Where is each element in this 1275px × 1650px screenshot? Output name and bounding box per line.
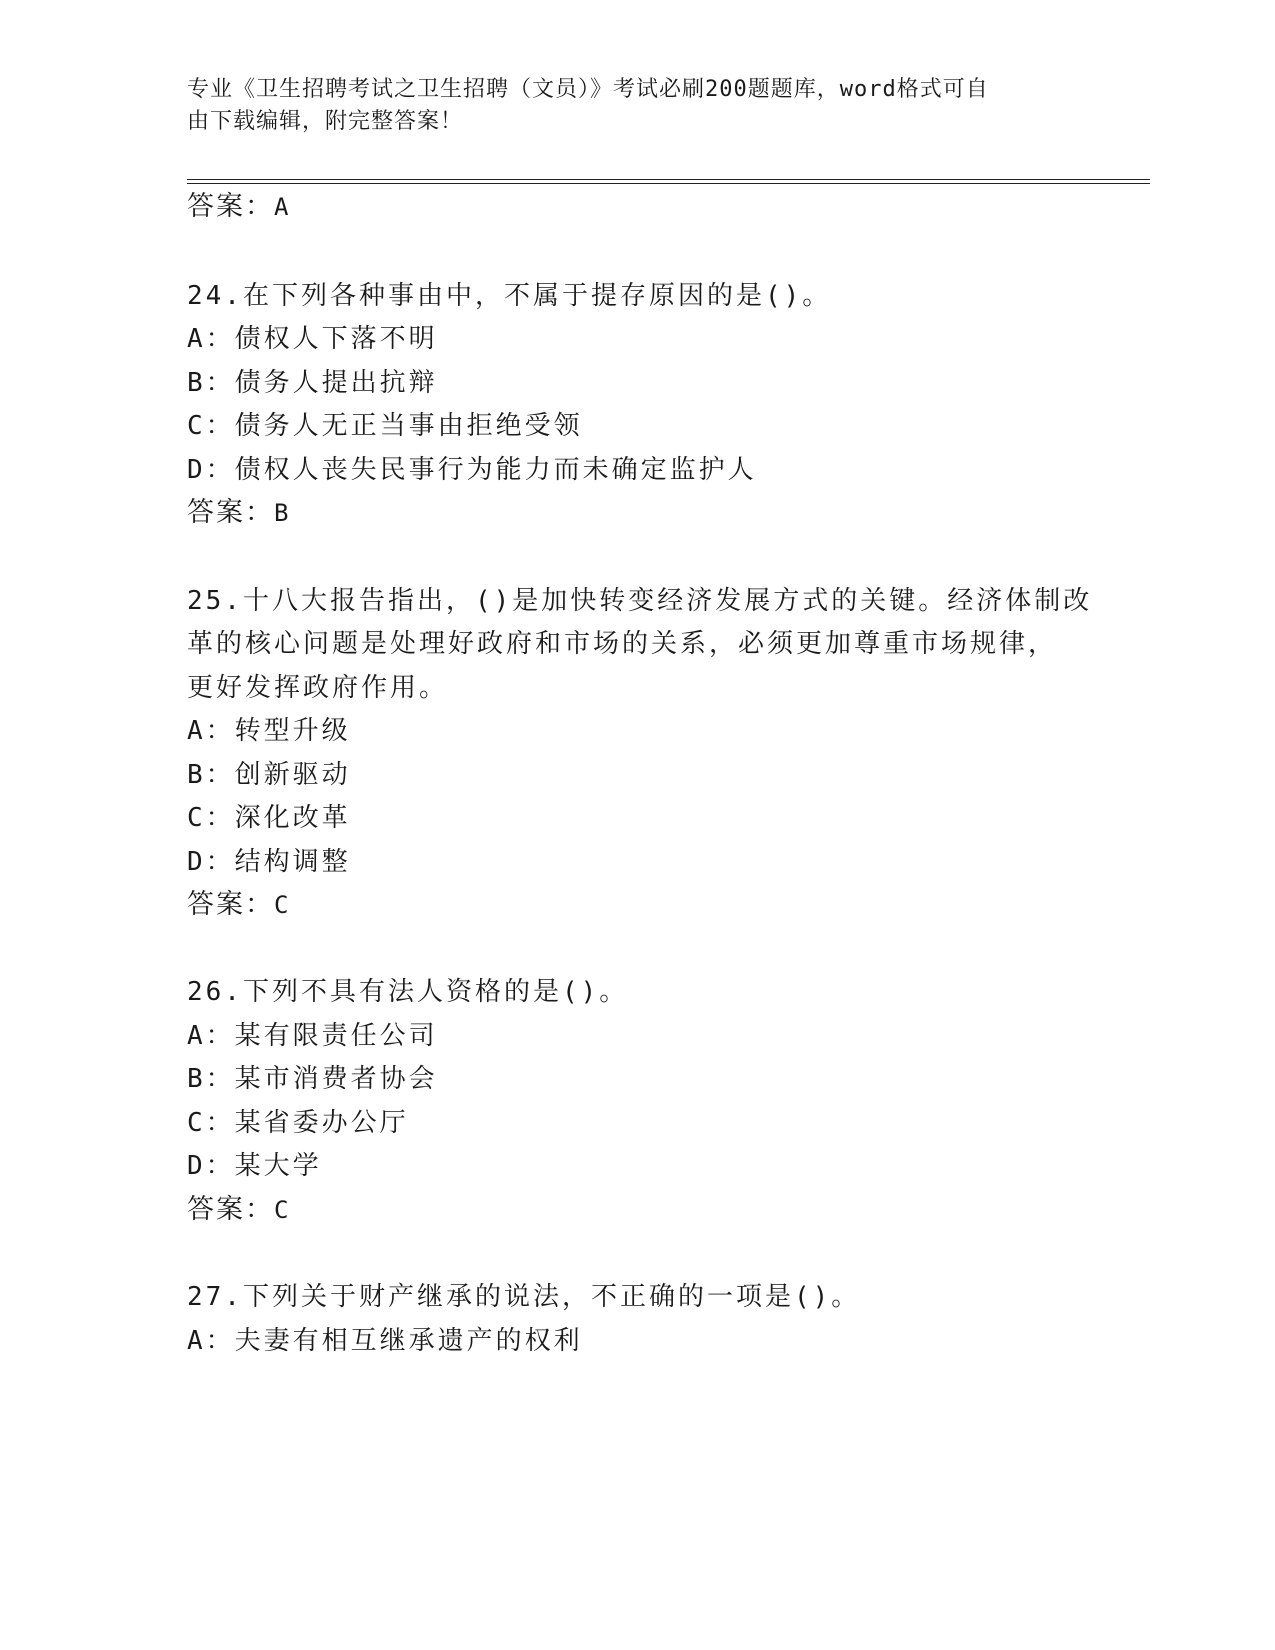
answer-line <box>187 888 290 922</box>
answer-value: B <box>274 499 291 527</box>
answer-value: A <box>274 193 291 221</box>
answer-label: 答案： <box>187 191 274 222</box>
header-divider-bottom <box>187 183 1150 184</box>
option-d: D：结构调整 <box>187 847 351 877</box>
option-c: C：债务人无正当事由拒绝受领 <box>187 411 583 441</box>
option-d: D：某大学 <box>187 1151 322 1181</box>
answer-label: 答案： <box>187 889 274 920</box>
answer-line <box>187 1193 290 1227</box>
option-a: A：夫妻有相互继承遗产的权利 <box>187 1326 583 1356</box>
answer-label: 答案： <box>187 1194 274 1225</box>
question-stem: 革的核心问题是处理好政府和市场的关系，必须更加尊重市场规律， <box>187 629 1058 659</box>
option-a: A：债权人下落不明 <box>187 324 438 354</box>
question-stem: 更好发挥政府作用。 <box>187 673 449 703</box>
question-stem: 24.在下列各种事由中，不属于提存原因的是()。 <box>187 281 832 311</box>
answer-line <box>187 496 290 530</box>
option-a: A：转型升级 <box>187 716 351 746</box>
document-header <box>187 74 1067 138</box>
answer-value: C <box>274 891 291 919</box>
option-c: C：某省委办公厅 <box>187 1108 409 1138</box>
header-divider-top <box>187 179 1150 180</box>
option-d: D：债权人丧失民事行为能力而未确定监护人 <box>187 455 757 485</box>
header-line-2: 由下载编辑，附完整答案！ <box>187 109 464 134</box>
question-stem: 27.下列关于财产继承的说法，不正确的一项是()。 <box>187 1282 861 1312</box>
option-b: B：某市消费者协会 <box>187 1064 438 1094</box>
header-line-1: 专业《卫生招聘考试之卫生招聘（文员）》考试必刷200题题库，word格式可自 <box>187 77 989 102</box>
option-c: C：深化改革 <box>187 803 351 833</box>
question-stem: 26.下列不具有法人资格的是()。 <box>187 977 629 1007</box>
question-stem: 25.十八大报告指出，()是加快转变经济发展方式的关键。经济体制改 <box>187 586 1093 616</box>
option-b: B：债务人提出抗辩 <box>187 368 438 398</box>
answer-line <box>187 190 290 224</box>
answer-value: C <box>274 1196 291 1224</box>
answer-label: 答案： <box>187 497 274 528</box>
option-b: B：创新驱动 <box>187 760 351 790</box>
option-a: A：某有限责任公司 <box>187 1021 438 1051</box>
